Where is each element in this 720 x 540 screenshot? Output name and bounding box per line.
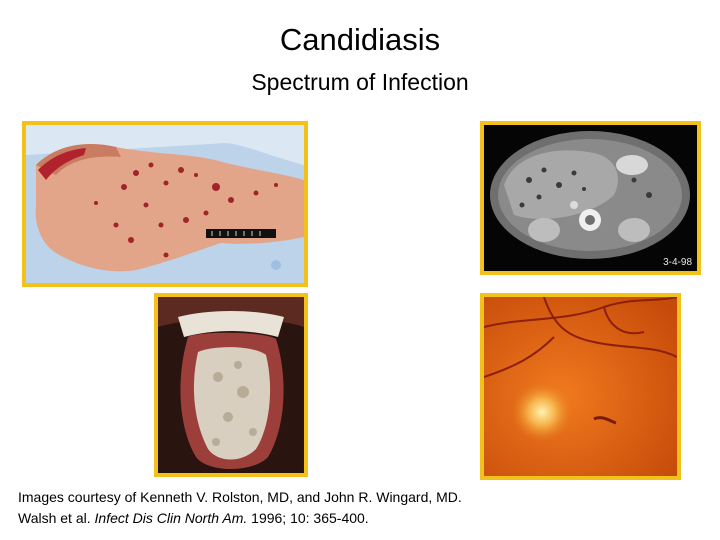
photo-oral-thrush [154, 293, 308, 477]
retina-fundus-image [484, 297, 677, 476]
photo-retina-fundus [480, 293, 681, 480]
caption-citation-line [18, 508, 708, 529]
ct-scan-date-stamp: 3-4-98 [663, 257, 692, 268]
photo-hand-skin-lesions [22, 121, 308, 287]
hand-lesions-image [26, 125, 304, 283]
citation-journal: Infect Dis Clin North Am. [94, 510, 248, 526]
slide-title: Candidiasis [279, 22, 441, 57]
tongue-thrush-image [158, 297, 304, 473]
slide-subtitle: Spectrum of Infection [251, 69, 469, 95]
image-credits-caption [18, 487, 708, 529]
ct-scan-image [484, 125, 697, 271]
citation-volume: 1996; 10: 365-400. [247, 510, 369, 526]
citation-authors: Walsh et al. [18, 510, 95, 526]
photo-ct-scan [480, 121, 701, 275]
caption-courtesy-line: Images courtesy of Kenneth V. Rolston, MD, and John R. Wingard, MD. [18, 489, 462, 505]
